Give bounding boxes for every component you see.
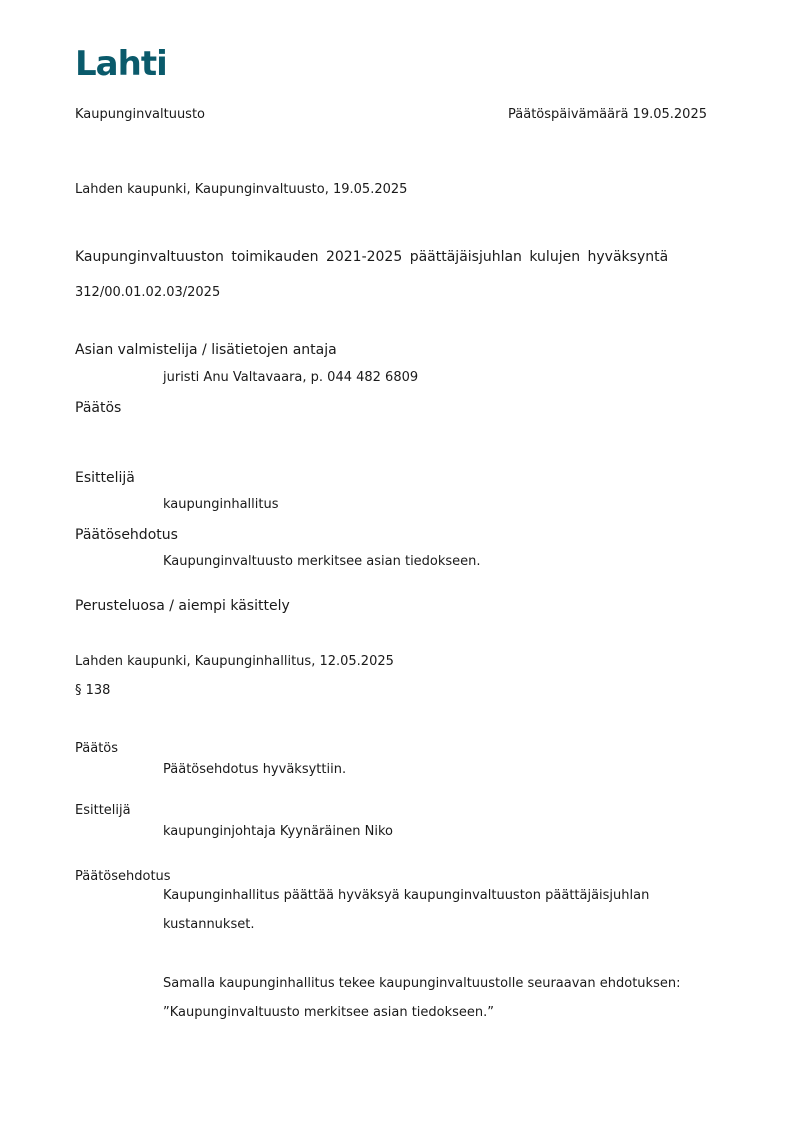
decision-heading: Päätös (75, 400, 122, 416)
meeting-line: Lahden kaupunki, Kaupunginvaltuusto, 19.05.2025 (75, 182, 408, 197)
document-title: Kaupunginvaltuuston toimikauden 2021-2025 päättäjäisjuhlan kulujen hyväksyntä (75, 249, 669, 265)
previous-meeting-line: Lahden kaupunki, Kaupunginhallitus, 12.05.2025 (75, 654, 394, 669)
previous-proposal-line-3: Samalla kaupunginhallitus tekee kaupunginvaltuustolle seuraavan ehdotuksen: (163, 976, 681, 991)
preparer-heading: Asian valmistelija / lisätietojen antaja (75, 342, 337, 358)
presenter-value: kaupunginhallitus (163, 497, 279, 512)
proposal-heading: Päätösehdotus (75, 527, 178, 543)
header-decision-date: Päätöspäivämäärä 19.05.2025 (508, 107, 707, 122)
previous-decision-value: Päätösehdotus hyväksyttiin. (163, 762, 347, 777)
background-heading: Perusteluosa / aiempi käsittely (75, 598, 290, 614)
previous-section: § 138 (75, 683, 111, 698)
previous-presenter-value: kaupunginjohtaja Kyynäräinen Niko (163, 824, 393, 839)
previous-proposal-line-2: kustannukset. (163, 917, 255, 932)
lahti-logo: Lahti (75, 44, 167, 84)
previous-proposal-line-4: ”Kaupunginvaltuusto merkitsee asian tiedokseen.” (163, 1005, 495, 1020)
previous-proposal-line-1: Kaupunginhallitus päättää hyväksyä kaupunginvaltuuston päättäjäisjuhlan (163, 888, 650, 903)
previous-presenter-heading: Esittelijä (75, 803, 131, 818)
preparer-value: juristi Anu Valtavaara, p. 044 482 6809 (163, 370, 419, 385)
previous-decision-heading: Päätös (75, 741, 119, 756)
proposal-value: Kaupunginvaltuusto merkitsee asian tiedokseen. (163, 554, 481, 569)
presenter-heading: Esittelijä (75, 470, 135, 486)
previous-proposal-heading: Päätösehdotus (75, 869, 171, 884)
header-body: Kaupunginvaltuusto (75, 107, 206, 122)
case-id: 312/00.01.02.03/2025 (75, 285, 221, 300)
